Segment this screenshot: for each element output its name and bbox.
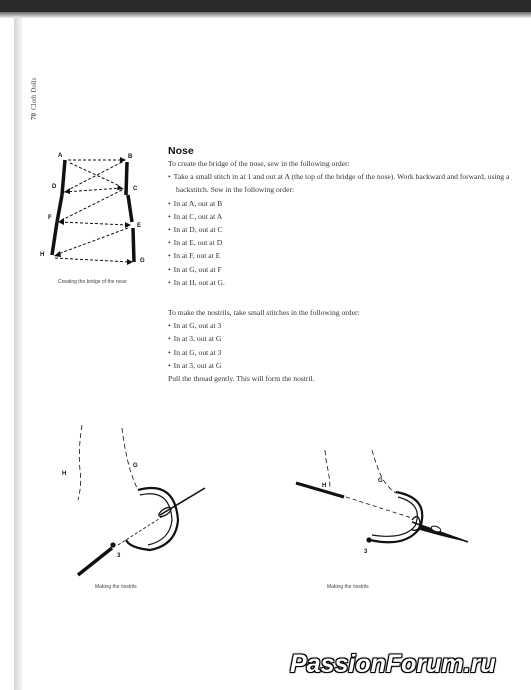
nose-step: • In at A, out at B bbox=[168, 197, 513, 210]
label-g: G bbox=[140, 258, 145, 264]
nose-step: • In at G, out at F bbox=[168, 263, 513, 276]
nostril-step: • In at 3, out at G bbox=[168, 332, 513, 345]
left-label-g: G bbox=[133, 463, 138, 469]
label-d: D bbox=[52, 184, 57, 190]
nose-step: • In at F, out at E bbox=[168, 249, 513, 262]
label-f: F bbox=[48, 215, 52, 221]
site-watermark: PassionForum.ru bbox=[290, 650, 496, 678]
nose-step: • In at H, out at G. bbox=[168, 276, 513, 289]
nose-intro: To create the bridge of the nose, sew in the following order: bbox=[168, 159, 350, 168]
right-label-h: H bbox=[322, 483, 327, 489]
bridge-caption: Creating the bridge of the nose bbox=[58, 279, 127, 285]
nostril-instructions bbox=[168, 306, 513, 385]
page-number: 70 bbox=[30, 113, 38, 120]
nostril-step: • In at G, out at 3 bbox=[168, 319, 513, 332]
label-a: A bbox=[58, 153, 63, 159]
label-h: H bbox=[40, 252, 45, 258]
book-title: Cloth Dolls bbox=[30, 77, 38, 110]
nostril-diagram-left bbox=[62, 425, 205, 575]
nose-instructions bbox=[168, 157, 513, 289]
nose-step: • In at D, out at C bbox=[168, 223, 513, 236]
nostril-left-caption: Making the nostrils bbox=[95, 584, 137, 590]
nostril-step: • In at 3, out at G bbox=[168, 359, 513, 372]
nose-step: • Take a small stitch in at 1 and out at A (the top of the bridge of the nose). Work backward and forward, using a backstitch. Sew in the following order: bbox=[168, 170, 513, 196]
nose-step: • In at C, out at A bbox=[168, 210, 513, 223]
left-label-3: 3 bbox=[117, 553, 121, 559]
nostril-step: • In at G, out at 3 bbox=[168, 346, 513, 359]
label-b: B bbox=[128, 154, 133, 160]
bridge-diagram bbox=[40, 153, 145, 265]
nostril-intro: To make the nostrils, take small stitches in the following order: bbox=[168, 308, 360, 317]
nostril-diagram-right bbox=[296, 450, 468, 555]
nose-steps bbox=[168, 170, 513, 289]
nose-step: • In at E, out at D bbox=[168, 236, 513, 249]
nostril-right-caption: Making the nostrils bbox=[327, 584, 369, 590]
nostril-outro: Pull the thread gently. This will form the nostril. bbox=[168, 374, 315, 384]
label-e: E bbox=[137, 223, 142, 229]
label-c: C bbox=[133, 186, 138, 192]
section-title: Nose bbox=[168, 145, 194, 157]
left-label-h: H bbox=[62, 471, 67, 477]
right-label-3: 3 bbox=[364, 549, 368, 555]
right-label-g: G bbox=[378, 478, 383, 484]
nostril-steps bbox=[168, 319, 513, 372]
